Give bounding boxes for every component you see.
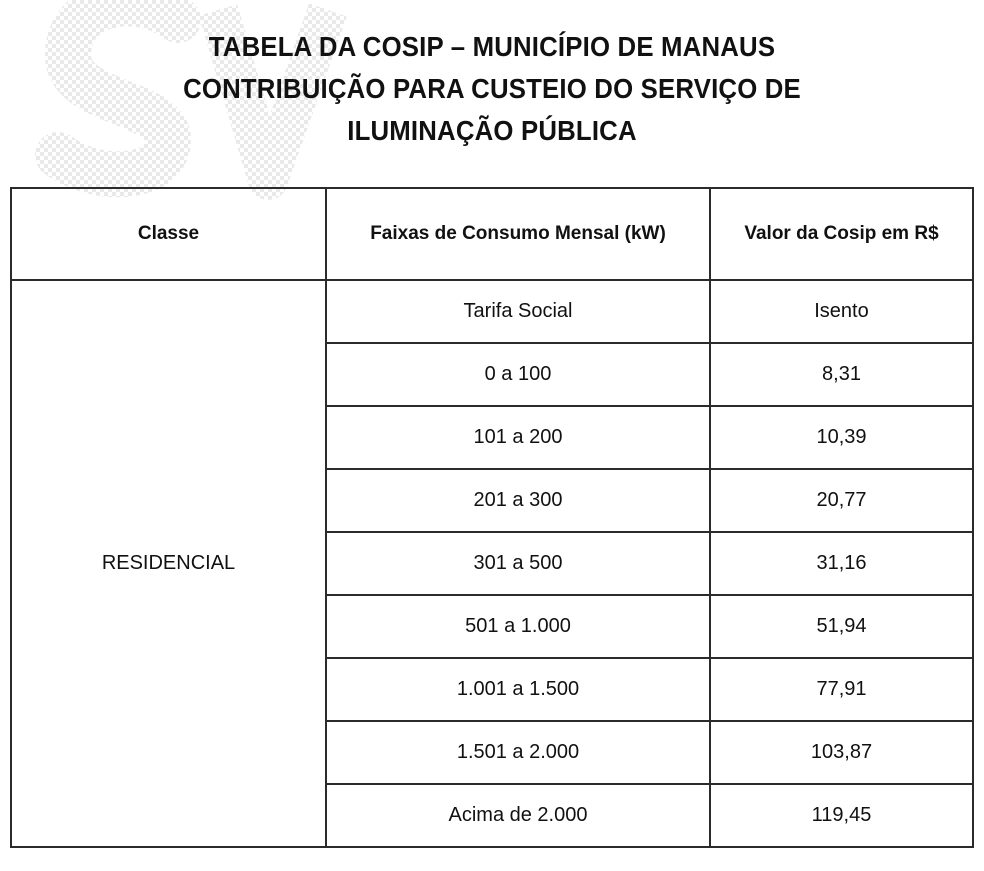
valor-cell: 103,87 xyxy=(710,721,973,784)
valor-cell: 119,45 xyxy=(710,784,973,847)
page-title xyxy=(39,26,944,152)
header-classe: Classe xyxy=(11,188,326,280)
faixa-cell: Acima de 2.000 xyxy=(326,784,710,847)
faixa-cell: Tarifa Social xyxy=(326,280,710,343)
faixa-cell: 101 a 200 xyxy=(326,406,710,469)
faixa-cell: 0 a 100 xyxy=(326,343,710,406)
title-line-1: TABELA DA COSIP – MUNICÍPIO DE MANAUS xyxy=(208,31,776,62)
valor-cell: 77,91 xyxy=(710,658,973,721)
faixa-cell: 201 a 300 xyxy=(326,469,710,532)
title-line-2: CONTRIBUIÇÃO PARA CUSTEIO DO SERVIÇO DE xyxy=(183,73,801,104)
valor-cell: 31,16 xyxy=(710,532,973,595)
valor-cell: 8,31 xyxy=(710,343,973,406)
valor-cell: 20,77 xyxy=(710,469,973,532)
valor-cell: 51,94 xyxy=(710,595,973,658)
table-header-row xyxy=(11,188,973,280)
header-faixas: Faixas de Consumo Mensal (kW) xyxy=(326,188,710,280)
faixa-cell: 301 a 500 xyxy=(326,532,710,595)
faixa-cell: 1.001 a 1.500 xyxy=(326,658,710,721)
header-valor xyxy=(710,188,973,280)
title-line-3: ILUMINAÇÃO PÚBLICA xyxy=(347,115,637,146)
faixa-cell: 1.501 a 2.000 xyxy=(326,721,710,784)
header-valor-label: Valor da Cosip em R$ xyxy=(744,223,939,244)
valor-cell: Isento xyxy=(710,280,973,343)
class-residencial: RESIDENCIAL xyxy=(11,280,326,847)
cosip-table xyxy=(10,187,974,848)
table-row xyxy=(11,280,973,343)
valor-cell: 10,39 xyxy=(710,406,973,469)
faixa-cell: 501 a 1.000 xyxy=(326,595,710,658)
